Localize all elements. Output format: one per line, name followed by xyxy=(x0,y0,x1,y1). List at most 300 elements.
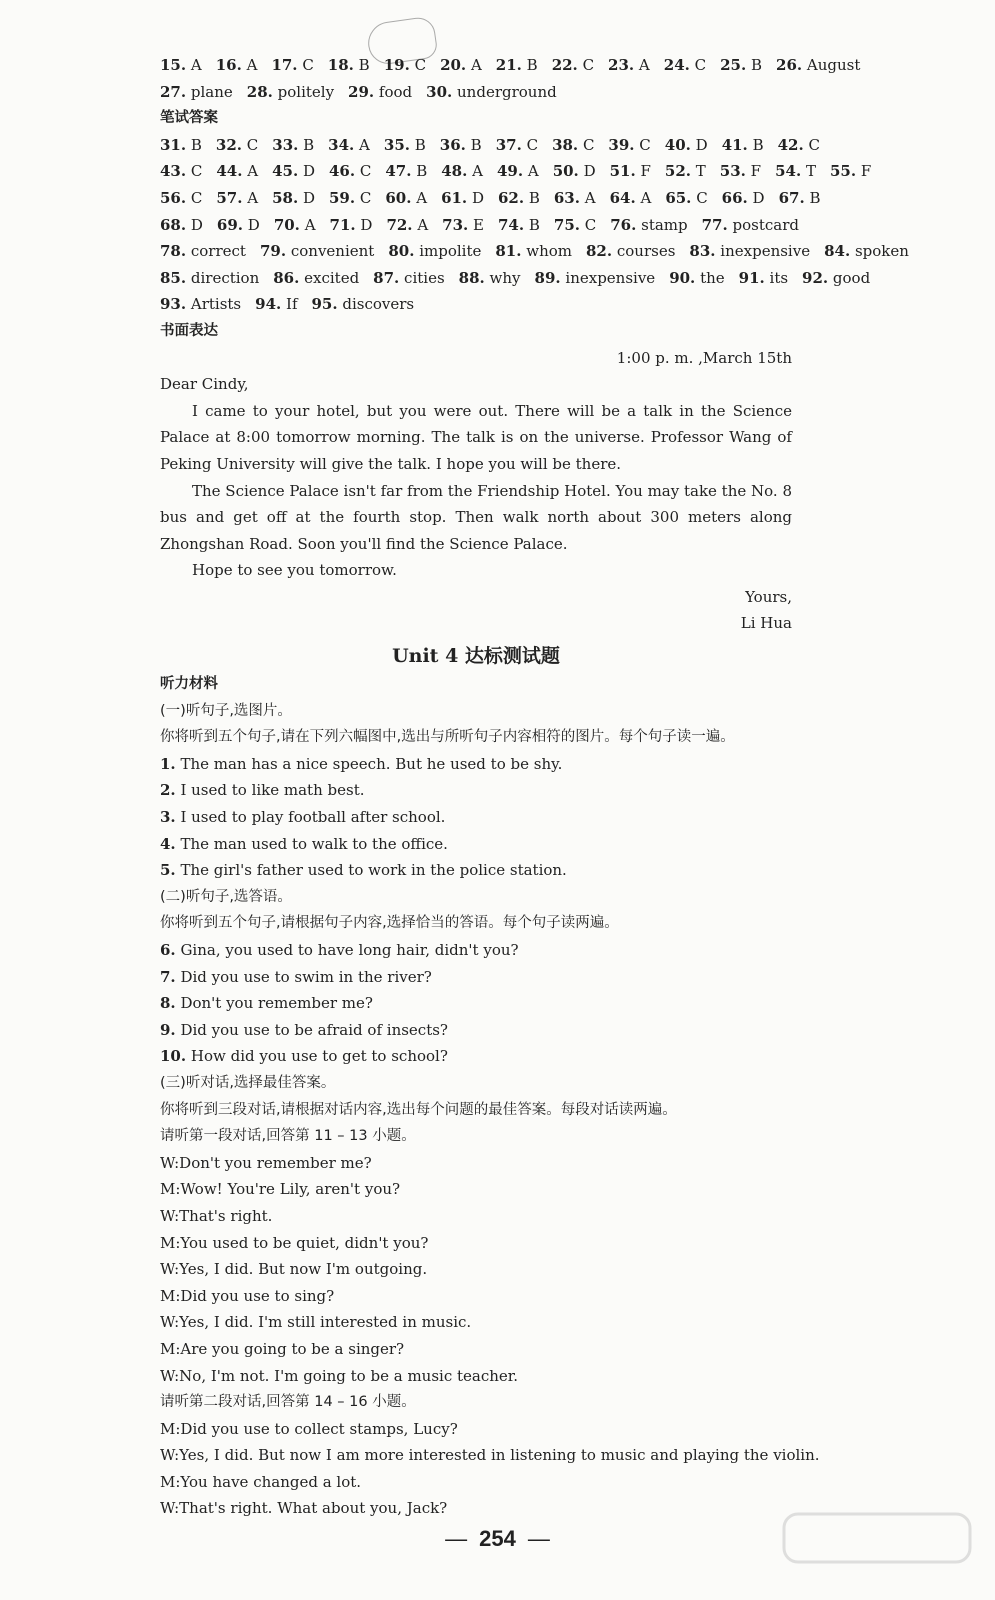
item-text: Did you use to be afraid of insects? xyxy=(175,1020,448,1039)
answer-item xyxy=(722,185,765,212)
answer-value: C xyxy=(689,56,707,74)
answer-item xyxy=(328,132,370,159)
answer-value: A xyxy=(242,162,259,181)
answer-item xyxy=(160,238,246,265)
answer-number: 58. xyxy=(272,188,299,207)
answer-value: why xyxy=(484,268,521,287)
part1-title: (一)听句子,选图片。 xyxy=(160,702,292,719)
answer-item xyxy=(459,265,521,292)
item-text: Gina, you used to have long hair, didn't you? xyxy=(175,941,519,959)
answer-value: the xyxy=(695,268,725,287)
answer-value: convenient xyxy=(286,242,375,261)
answer-item xyxy=(665,132,708,159)
answer-item xyxy=(689,238,810,265)
answer-row xyxy=(160,158,872,185)
item-text: How did you use to get to school? xyxy=(186,1047,448,1066)
answer-value: whom xyxy=(521,242,572,261)
answer-item xyxy=(385,185,427,212)
answer-item xyxy=(440,132,482,159)
answer-value: direction xyxy=(186,268,260,287)
answer-number: 26. xyxy=(776,56,803,74)
answer-item xyxy=(160,79,233,106)
answer-value: C xyxy=(691,188,708,207)
item-text: The man has a nice speech. But he used to be shy. xyxy=(175,754,563,773)
answer-number: 63. xyxy=(553,188,580,207)
answer-item xyxy=(610,185,652,212)
answer-item xyxy=(216,185,258,212)
answer-item xyxy=(247,79,334,106)
answer-item xyxy=(779,185,821,212)
answer-value: C xyxy=(186,162,203,181)
answer-value: D xyxy=(355,215,373,234)
item-number: 7. xyxy=(160,967,176,986)
answer-number: 66. xyxy=(721,188,748,207)
answer-number: 48. xyxy=(441,162,468,181)
watermark-graphic xyxy=(780,1508,975,1594)
answer-value: B xyxy=(746,56,763,74)
dialog-line: M:Did you use to sing? xyxy=(160,1286,335,1305)
item-text: The man used to walk to the office. xyxy=(175,834,448,853)
answer-item xyxy=(160,265,259,292)
answer-number: 16. xyxy=(215,56,242,74)
answer-value: A xyxy=(241,56,258,74)
letter-paragraph: Hope to see you tomorrow. xyxy=(192,561,397,580)
answer-value: E xyxy=(468,215,484,234)
answer-value: B xyxy=(298,135,315,154)
letter-paragraph: I came to your hotel, but you were out. There will be a talk in the Science Palace at 8:00 tomorrow morning. The talk is on the universe. Professor Wang of Peking University will give the talk. I hope you will be there. xyxy=(160,401,792,473)
answer-value: C xyxy=(186,188,203,207)
answer-number: 15. xyxy=(160,56,187,74)
answer-item xyxy=(608,132,650,159)
answer-number: 93. xyxy=(160,295,187,314)
answer-item xyxy=(775,158,816,185)
answer-value: C xyxy=(577,56,595,74)
item-text: The girl's father used to work in the police station. xyxy=(175,861,567,880)
answer-item xyxy=(272,132,314,159)
item-number: 6. xyxy=(160,941,176,959)
answer-item xyxy=(608,52,650,79)
answer-item xyxy=(497,158,539,185)
answer-value: D xyxy=(747,188,765,207)
list-item xyxy=(160,804,792,831)
answer-row xyxy=(160,238,909,265)
answer-item xyxy=(328,52,370,79)
answer-number: 68. xyxy=(160,215,187,234)
answer-item xyxy=(722,132,764,159)
answer-item xyxy=(160,158,202,185)
answer-number: 19. xyxy=(383,56,410,74)
answer-number: 74. xyxy=(497,215,525,234)
letter-salutation: Dear Cindy, xyxy=(160,375,249,394)
answer-item xyxy=(217,212,260,239)
answer-value: B xyxy=(186,135,202,154)
answer-item xyxy=(160,212,203,239)
answer-number: 88. xyxy=(458,268,485,287)
answer-item xyxy=(440,52,482,79)
answer-number: 94. xyxy=(255,295,282,314)
answer-number: 83. xyxy=(689,242,716,261)
part1-items xyxy=(160,751,792,884)
item-text: Did you use to swim in the river? xyxy=(175,967,432,986)
answer-row xyxy=(160,52,861,79)
dialog-line: W:Don't you remember me? xyxy=(160,1153,372,1172)
item-number: 9. xyxy=(160,1020,176,1039)
answer-value: A xyxy=(412,215,429,234)
answer-row xyxy=(160,185,821,212)
answer-number: 79. xyxy=(259,242,287,261)
answer-value: D xyxy=(578,162,596,181)
answer-item xyxy=(160,132,202,159)
answer-number: 72. xyxy=(386,215,413,234)
answer-value: politely xyxy=(272,82,335,101)
answer-number: 65. xyxy=(665,188,692,207)
answer-item xyxy=(272,185,315,212)
answer-number: 39. xyxy=(608,135,635,154)
letter-paragraph: The Science Palace isn't far from the Friendship Hotel. You may take the No. 8 bus and get off at the fourth stop. Then walk north about 300 meters along Zhongshan Road. Soon you'll find the Science Palace. xyxy=(160,481,792,553)
answer-number: 54. xyxy=(775,162,802,181)
answer-value: C xyxy=(355,188,372,207)
answer-value: C xyxy=(580,215,597,234)
answer-value: D xyxy=(690,135,708,154)
answer-number: 29. xyxy=(348,82,375,101)
answer-item xyxy=(535,265,656,292)
answer-value: C xyxy=(634,135,651,154)
answer-item xyxy=(385,158,427,185)
answer-value: T xyxy=(801,162,816,181)
answer-row xyxy=(160,79,792,106)
answer-number: 87. xyxy=(373,268,400,287)
answer-number: 95. xyxy=(311,295,338,314)
item-number: 3. xyxy=(160,808,176,827)
answer-number: 55. xyxy=(829,162,857,181)
answer-value: D xyxy=(243,215,260,234)
dialog-line: W:That's right. What about you, Jack? xyxy=(160,1499,448,1518)
answer-number: 56. xyxy=(160,188,187,207)
answer-item xyxy=(271,52,313,79)
writing-heading: 书面表达 xyxy=(160,322,218,339)
letter-signature: Li Hua xyxy=(740,614,792,633)
part1-instructions: 你将听到五个句子,请在下列六幅图中,选出与所听句子内容相符的图片。每个句子读一遍。 xyxy=(160,729,735,746)
answer-item xyxy=(552,52,594,79)
answer-item xyxy=(610,212,687,239)
list-item xyxy=(160,777,792,804)
answer-number: 42. xyxy=(777,135,804,154)
item-text: I used to like math best. xyxy=(175,781,365,800)
answer-number: 40. xyxy=(664,135,691,154)
answer-item xyxy=(330,212,373,239)
answer-number: 64. xyxy=(609,188,636,207)
answer-number: 45. xyxy=(272,162,299,181)
answer-number: 86. xyxy=(273,268,300,287)
part2-title: (二)听句子,选答语。 xyxy=(160,888,292,905)
list-item xyxy=(160,1043,792,1070)
list-item xyxy=(160,964,792,991)
answer-value: B xyxy=(353,56,370,74)
item-text: I used to play football after school. xyxy=(175,808,446,827)
answer-item xyxy=(664,52,706,79)
answer-value: C xyxy=(409,56,427,74)
answer-value: F xyxy=(856,162,872,181)
answer-item xyxy=(160,52,202,79)
answer-item xyxy=(824,238,909,265)
answer-item xyxy=(348,79,412,106)
page-dash-left: — xyxy=(445,1526,468,1551)
answer-item xyxy=(373,265,444,292)
answer-item xyxy=(260,238,374,265)
answer-number: 73. xyxy=(442,215,469,234)
answer-item xyxy=(498,212,540,239)
item-number: 10. xyxy=(160,1047,187,1066)
answer-number: 80. xyxy=(388,242,415,261)
answer-item xyxy=(216,132,258,159)
answer-number: 51. xyxy=(609,162,636,181)
answer-value: A xyxy=(467,162,483,181)
answer-item xyxy=(498,185,540,212)
answer-item xyxy=(495,238,572,265)
answer-value: B xyxy=(465,135,482,154)
answer-row xyxy=(160,265,871,292)
answer-value: F xyxy=(635,162,651,181)
answer-value: A xyxy=(635,188,652,207)
answer-number: 70. xyxy=(273,215,300,234)
answer-number: 91. xyxy=(738,268,765,287)
answer-number: 21. xyxy=(495,56,522,74)
letter-closing: Yours, xyxy=(745,587,792,606)
answer-value: D xyxy=(186,215,203,234)
answer-item xyxy=(216,158,258,185)
answer-value: August xyxy=(802,56,861,74)
answer-item xyxy=(702,212,799,239)
answer-value: A xyxy=(354,135,370,154)
answer-item xyxy=(274,212,316,239)
answer-item xyxy=(554,212,596,239)
answer-value: A xyxy=(523,162,539,181)
answer-number: 77. xyxy=(701,215,728,234)
answer-item xyxy=(802,265,870,292)
answer-number: 49. xyxy=(496,162,524,181)
answer-number: 75. xyxy=(553,215,580,234)
part2-instructions: 你将听到五个句子,请根据句子内容,选择恰当的答语。每个句子读两遍。 xyxy=(160,915,619,932)
list-item xyxy=(160,831,792,858)
answer-value: A xyxy=(466,56,482,74)
answer-number: 50. xyxy=(552,162,579,181)
answer-number: 43. xyxy=(160,162,187,181)
answer-item xyxy=(216,52,258,79)
unit-title: Unit 4 达标测试题 xyxy=(392,645,560,668)
answer-value: stamp xyxy=(636,215,688,234)
list-item xyxy=(160,751,792,778)
answer-number: 69. xyxy=(216,215,244,234)
item-number: 5. xyxy=(160,861,176,880)
answer-value: A xyxy=(299,215,316,234)
answer-value: Artists xyxy=(186,295,242,314)
page-content xyxy=(160,52,909,1522)
answer-item xyxy=(442,212,484,239)
answer-number: 53. xyxy=(719,162,746,181)
answer-number: 78. xyxy=(160,242,187,261)
answer-value: C xyxy=(297,56,314,74)
answer-item xyxy=(830,158,871,185)
answer-item xyxy=(441,158,483,185)
answer-item xyxy=(329,185,371,212)
item-number: 8. xyxy=(160,994,176,1013)
dialog-line: W:No, I'm not. I'm going to be a music teacher. xyxy=(160,1366,519,1385)
answer-item xyxy=(273,265,359,292)
answer-number: 25. xyxy=(720,56,747,74)
answer-value: A xyxy=(186,56,202,74)
answer-number: 61. xyxy=(441,188,468,207)
answer-number: 22. xyxy=(551,56,578,74)
answer-value: D xyxy=(298,188,315,207)
answer-number: 90. xyxy=(669,268,696,287)
answer-value: excited xyxy=(299,268,360,287)
answer-value: A xyxy=(242,188,259,207)
dialog2-intro: 请听第二段对话,回答第 14 – 16 小题。 xyxy=(160,1394,416,1411)
answer-value: postcard xyxy=(727,215,799,234)
answer-number: 33. xyxy=(272,135,299,154)
answer-number: 85. xyxy=(160,268,187,287)
answer-number: 31. xyxy=(160,135,187,154)
answer-number: 41. xyxy=(721,135,748,154)
answer-value: If xyxy=(281,295,298,314)
listening-heading: 听力材料 xyxy=(160,676,218,693)
answer-item xyxy=(426,79,557,106)
answer-value: C xyxy=(578,135,595,154)
answer-number: 76. xyxy=(610,215,637,234)
page-dash-right: — xyxy=(527,1526,550,1551)
answer-value: cities xyxy=(399,268,445,287)
answer-item xyxy=(739,265,788,292)
answer-value: B xyxy=(804,188,821,207)
answer-number: 59. xyxy=(328,188,356,207)
part3-instructions: 你将听到三段对话,请根据对话内容,选出每个问题的最佳答案。每段对话读两遍。 xyxy=(160,1101,677,1118)
dialog-line: M:Wow! You're Lily, aren't you? xyxy=(160,1180,401,1199)
answer-value: A xyxy=(634,56,650,74)
answer-item xyxy=(272,158,315,185)
answer-value: underground xyxy=(452,82,557,101)
list-item xyxy=(160,857,792,884)
dialog2 xyxy=(160,1416,820,1522)
answer-number: 34. xyxy=(328,135,355,154)
answer-value: discovers xyxy=(337,295,415,314)
answer-number: 24. xyxy=(663,56,690,74)
answer-value: D xyxy=(298,162,315,181)
answer-number: 38. xyxy=(552,135,579,154)
answer-value: inexpensive xyxy=(560,268,656,287)
answer-number: 23. xyxy=(608,56,635,74)
answer-item xyxy=(720,52,762,79)
list-item xyxy=(160,1017,792,1044)
answer-value: C xyxy=(803,135,820,154)
answer-item xyxy=(778,132,820,159)
answer-item xyxy=(384,52,426,79)
answer-number: 92. xyxy=(802,268,829,287)
answer-number: 37. xyxy=(495,135,522,154)
answer-number: 36. xyxy=(439,135,466,154)
answer-item xyxy=(384,132,426,159)
dialog-line: W:Yes, I did. But now I'm outgoing. xyxy=(160,1260,428,1279)
dialog1-intro: 请听第一段对话,回答第 11 – 13 小题。 xyxy=(160,1128,416,1145)
answer-item xyxy=(388,238,481,265)
answer-item xyxy=(386,212,428,239)
answer-item xyxy=(665,158,706,185)
dialog-line: M:You have changed a lot. xyxy=(160,1472,362,1491)
answer-number: 52. xyxy=(664,162,691,181)
letter xyxy=(160,345,792,638)
answer-item xyxy=(665,185,707,212)
answer-number: 67. xyxy=(778,188,805,207)
answer-number: 27. xyxy=(160,82,187,101)
answer-row xyxy=(160,212,799,239)
dialog-line: W:That's right. xyxy=(160,1206,273,1225)
answer-item xyxy=(160,185,202,212)
dialog-line: M:Did you use to collect stamps, Lucy? xyxy=(160,1419,458,1438)
answer-row xyxy=(160,132,820,159)
answer-item xyxy=(586,238,675,265)
answer-row xyxy=(160,291,792,318)
answer-item xyxy=(441,185,484,212)
answer-number: 35. xyxy=(383,135,410,154)
answer-value: impolite xyxy=(414,242,482,261)
answer-number: 89. xyxy=(534,268,561,287)
answer-value: C xyxy=(355,162,372,181)
answer-item xyxy=(720,158,761,185)
written-answers xyxy=(160,132,909,318)
answer-number: 47. xyxy=(385,162,412,181)
part3-title: (三)听对话,选择最佳答案。 xyxy=(160,1074,336,1091)
answer-value: B xyxy=(521,56,538,74)
answer-number: 82. xyxy=(586,242,613,261)
part2-items xyxy=(160,937,792,1070)
answer-number: 30. xyxy=(426,82,453,101)
answer-item xyxy=(669,265,724,292)
answer-number: 32. xyxy=(215,135,243,154)
dialog-line: M:You used to be quiet, didn't you? xyxy=(160,1233,429,1252)
answer-number: 57. xyxy=(216,188,243,207)
answer-item xyxy=(312,291,415,318)
dialog-line: M:Are you going to be a singer? xyxy=(160,1339,405,1358)
written-answers-heading: 笔试答案 xyxy=(160,110,218,127)
answer-value: D xyxy=(467,188,484,207)
answer-number: 20. xyxy=(440,56,467,74)
answer-value: correct xyxy=(186,242,246,261)
answer-value: good xyxy=(828,268,871,287)
answer-value: T xyxy=(691,162,706,181)
answer-item xyxy=(776,52,860,79)
answer-value: spoken xyxy=(850,242,909,261)
answer-item xyxy=(610,158,651,185)
answer-item xyxy=(329,158,371,185)
answer-item xyxy=(160,291,241,318)
answer-number: 62. xyxy=(497,188,525,207)
answer-number: 17. xyxy=(271,56,298,74)
answer-value: food xyxy=(374,82,413,101)
answer-value: B xyxy=(524,215,540,234)
answer-value: its xyxy=(764,268,789,287)
answer-value: B xyxy=(410,135,426,154)
item-number: 1. xyxy=(160,754,176,773)
answer-value: plane xyxy=(186,82,233,101)
answer-value: F xyxy=(745,162,762,181)
answer-value: courses xyxy=(612,242,676,261)
answer-number: 44. xyxy=(216,162,243,181)
answer-number: 84. xyxy=(824,242,851,261)
answer-item xyxy=(554,185,596,212)
answer-item xyxy=(553,158,596,185)
answer-value: A xyxy=(579,188,596,207)
dialog-line: W:Yes, I did. I'm still interested in music. xyxy=(160,1313,472,1332)
item-text: Don't you remember me? xyxy=(175,994,373,1013)
